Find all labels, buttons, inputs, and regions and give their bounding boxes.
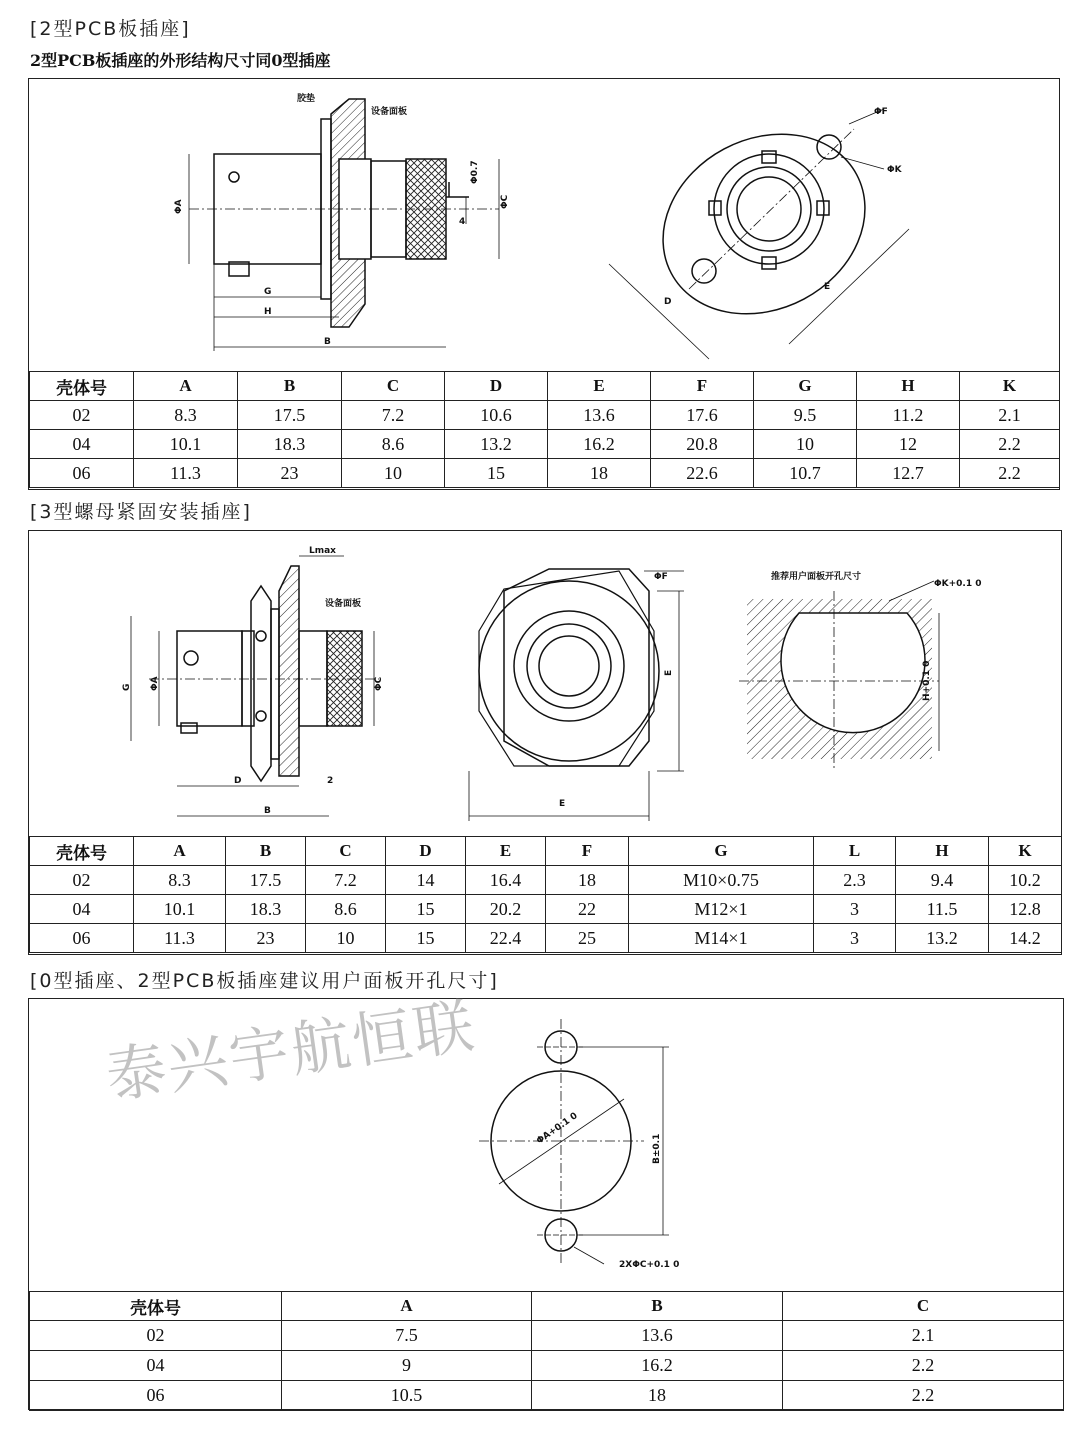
table-row bbox=[30, 401, 1060, 430]
section-3-spec-table bbox=[29, 836, 1062, 953]
phi-f-label-3: ΦF bbox=[654, 572, 668, 582]
table-cell: 22 bbox=[546, 895, 629, 924]
d-label: D bbox=[664, 297, 672, 307]
table-cell: 22.4 bbox=[466, 924, 546, 953]
g-label-3: G bbox=[122, 683, 132, 691]
table-cell: 10.7 bbox=[754, 459, 857, 488]
table-cell: 10.2 bbox=[989, 866, 1062, 895]
inner-ring bbox=[727, 167, 811, 251]
table-cell: 04 bbox=[30, 1351, 282, 1381]
table-cell: 8.3 bbox=[134, 401, 238, 430]
table-cell: 15 bbox=[386, 895, 466, 924]
table-cell: 13.6 bbox=[532, 1321, 783, 1351]
table-header-row bbox=[30, 1292, 1064, 1321]
header-cell: G bbox=[629, 837, 814, 866]
section-2-heading: [2型PCB板插座] bbox=[30, 18, 191, 40]
locating-pin bbox=[229, 172, 239, 182]
table-cell: 10.5 bbox=[282, 1381, 532, 1411]
table-cell: 2.2 bbox=[960, 459, 1060, 488]
table-cell: 2.2 bbox=[783, 1381, 1064, 1411]
table-row bbox=[30, 459, 1060, 488]
header-cell: F bbox=[651, 372, 754, 401]
table-cell: 3 bbox=[814, 895, 896, 924]
table-cell: 10.1 bbox=[134, 895, 226, 924]
side-view bbox=[189, 99, 499, 351]
panel-section-3 bbox=[279, 566, 299, 776]
table-cell: 13.2 bbox=[896, 924, 989, 953]
table-cell: 14 bbox=[386, 866, 466, 895]
header-cell: C bbox=[783, 1292, 1064, 1321]
header-cell: 壳体号 bbox=[30, 372, 134, 401]
table-cell: 2.3 bbox=[814, 866, 896, 895]
header-cell: E bbox=[466, 837, 546, 866]
table-cell: 12.7 bbox=[857, 459, 960, 488]
table-cell: 10 bbox=[306, 924, 386, 953]
table-row bbox=[30, 1321, 1064, 1351]
table-cell: 20.8 bbox=[651, 430, 754, 459]
table-cell: 2.1 bbox=[783, 1321, 1064, 1351]
table-row bbox=[30, 430, 1060, 459]
table-cell: 9 bbox=[282, 1351, 532, 1381]
table-cell: 16.2 bbox=[532, 1351, 783, 1381]
table-cell: 20.2 bbox=[466, 895, 546, 924]
table-row bbox=[30, 895, 1062, 924]
section-3-drawing-panel bbox=[28, 530, 1062, 955]
lmax-label: Lmax bbox=[309, 546, 336, 556]
b-label: B bbox=[324, 337, 331, 347]
g-label: G bbox=[264, 287, 272, 297]
section-0-heading: [0型插座、2型PCB板插座建议用户面板开孔尺寸] bbox=[30, 970, 499, 992]
section-0-spec-table bbox=[29, 1291, 1064, 1411]
table-cell: 11.3 bbox=[134, 459, 238, 488]
table-cell: 12.8 bbox=[989, 895, 1062, 924]
table-cell: 3 bbox=[814, 924, 896, 953]
table-cell: 7.5 bbox=[282, 1321, 532, 1351]
section-2-subheading: 2型PCB板插座的外形结构尺寸同0型插座 bbox=[30, 51, 331, 70]
header-cell: A bbox=[134, 372, 238, 401]
header-cell: D bbox=[386, 837, 466, 866]
table-cell: 18 bbox=[546, 866, 629, 895]
b-label-3: B bbox=[264, 806, 271, 816]
phi-c-label-3: ΦC bbox=[374, 676, 384, 691]
table-cell: 11.3 bbox=[134, 924, 226, 953]
panel-cutout-view bbox=[739, 581, 939, 771]
panel-label-3: 设备面板 bbox=[325, 599, 362, 609]
table-cell: M10×0.75 bbox=[629, 866, 814, 895]
table-cell: 12 bbox=[857, 430, 960, 459]
d-label-3: D bbox=[234, 776, 242, 786]
two-phi-c-label: 2XΦC+0.1 0 bbox=[619, 1260, 680, 1270]
front-view-3 bbox=[469, 569, 684, 821]
gasket-label: 胶垫 bbox=[297, 94, 316, 104]
h-label: H bbox=[264, 307, 272, 317]
header-cell: L bbox=[814, 837, 896, 866]
header-cell: K bbox=[989, 837, 1062, 866]
table-cell: 7.2 bbox=[306, 866, 386, 895]
phi-07-label: Φ0.7 bbox=[470, 160, 480, 184]
header-cell: B bbox=[532, 1292, 783, 1321]
table-cell: 17.5 bbox=[226, 866, 306, 895]
phi-a-label: ΦA bbox=[174, 199, 184, 214]
table-cell: 2.2 bbox=[960, 430, 1060, 459]
e-label: E bbox=[824, 282, 831, 292]
table-cell: 04 bbox=[30, 430, 134, 459]
table-cell: 8.6 bbox=[342, 430, 445, 459]
outer-ring bbox=[714, 154, 824, 264]
phi-k-label-3: ΦK+0.1 0 bbox=[934, 579, 982, 589]
table-cell: 18.3 bbox=[238, 430, 342, 459]
phi-k-label: ΦK bbox=[887, 165, 902, 175]
header-cell: H bbox=[896, 837, 989, 866]
table-cell: 2.2 bbox=[783, 1351, 1064, 1381]
table-cell: 10.6 bbox=[445, 401, 548, 430]
table-cell: 10 bbox=[754, 430, 857, 459]
table-cell: 06 bbox=[30, 924, 134, 953]
section-2-spec-table bbox=[29, 371, 1060, 488]
table-header-row bbox=[30, 372, 1060, 401]
header-cell: D bbox=[445, 372, 548, 401]
header-cell: A bbox=[282, 1292, 532, 1321]
b-tolerance-label: B±0.1 bbox=[652, 1133, 662, 1164]
table-cell: 10.1 bbox=[134, 430, 238, 459]
header-cell: 壳体号 bbox=[30, 837, 134, 866]
four-label: 4 bbox=[459, 217, 466, 227]
header-cell: G bbox=[754, 372, 857, 401]
h-label-3: H+0.1 0 bbox=[922, 660, 932, 701]
table-cell: 02 bbox=[30, 1321, 282, 1351]
mount-hole-bottom bbox=[692, 259, 716, 283]
table-cell: 8.6 bbox=[306, 895, 386, 924]
table-cell: 14.2 bbox=[989, 924, 1062, 953]
table-row bbox=[30, 1381, 1064, 1411]
table-cell: 18 bbox=[532, 1381, 783, 1411]
front-view bbox=[609, 100, 909, 359]
e-label-3-vertical: E bbox=[664, 669, 674, 676]
side-view-3 bbox=[131, 556, 379, 816]
knurled-nut-3 bbox=[327, 631, 362, 726]
table-cell: 04 bbox=[30, 895, 134, 924]
table-cell: 06 bbox=[30, 459, 134, 488]
table-cell: 23 bbox=[226, 924, 306, 953]
phi-a-label-3: ΦA bbox=[150, 676, 160, 691]
table-cell: 10 bbox=[342, 459, 445, 488]
phi-f-label: ΦF bbox=[874, 107, 888, 117]
table-cell: 9.5 bbox=[754, 401, 857, 430]
table-cell: M12×1 bbox=[629, 895, 814, 924]
table-cell: 16.2 bbox=[548, 430, 651, 459]
panel-label: 设备面板 bbox=[371, 107, 408, 117]
two-label: 2 bbox=[327, 776, 334, 786]
section-2-drawing-panel bbox=[28, 78, 1060, 490]
table-cell: 23 bbox=[238, 459, 342, 488]
table-cell: 9.4 bbox=[896, 866, 989, 895]
table-row bbox=[30, 1351, 1064, 1381]
nut-socket-drawing bbox=[29, 531, 1063, 836]
table-cell: 25 bbox=[546, 924, 629, 953]
header-cell: K bbox=[960, 372, 1060, 401]
table-cell: 2.1 bbox=[960, 401, 1060, 430]
recommend-cutout-label: 推荐用户面板开孔尺寸 bbox=[771, 572, 862, 582]
header-cell: B bbox=[226, 837, 306, 866]
pcb-socket-drawing bbox=[29, 79, 1061, 379]
table-cell: 15 bbox=[386, 924, 466, 953]
table-header-row bbox=[30, 837, 1062, 866]
table-cell: 7.2 bbox=[342, 401, 445, 430]
header-cell: E bbox=[548, 372, 651, 401]
header-cell: H bbox=[857, 372, 960, 401]
table-cell: M14×1 bbox=[629, 924, 814, 953]
header-cell: C bbox=[342, 372, 445, 401]
watermark: 泰兴宇航恒联 bbox=[101, 991, 480, 1113]
flange-circle bbox=[479, 581, 659, 761]
table-cell: 02 bbox=[30, 866, 134, 895]
table-cell: 18 bbox=[548, 459, 651, 488]
table-row bbox=[30, 866, 1062, 895]
table-cell: 8.3 bbox=[134, 866, 226, 895]
hex-flange bbox=[504, 569, 649, 766]
table-cell: 13.2 bbox=[445, 430, 548, 459]
header-cell: C bbox=[306, 837, 386, 866]
table-cell: 06 bbox=[30, 1381, 282, 1411]
table-cell: 18.3 bbox=[226, 895, 306, 924]
header-cell: B bbox=[238, 372, 342, 401]
e-label-3: E bbox=[559, 799, 566, 809]
header-cell: F bbox=[546, 837, 629, 866]
table-cell: 17.5 bbox=[238, 401, 342, 430]
table-cell: 02 bbox=[30, 401, 134, 430]
table-row bbox=[30, 924, 1062, 953]
socket-body-3 bbox=[177, 631, 242, 726]
section-3-heading: [3型螺母紧固安装插座] bbox=[30, 501, 252, 523]
table-cell: 11.5 bbox=[896, 895, 989, 924]
table-cell: 17.6 bbox=[651, 401, 754, 430]
phi-c-label: ΦC bbox=[500, 194, 510, 209]
table-cell: 13.6 bbox=[548, 401, 651, 430]
table-cell: 15 bbox=[445, 459, 548, 488]
table-cell: 22.6 bbox=[651, 459, 754, 488]
table-cell: 11.2 bbox=[857, 401, 960, 430]
header-cell: A bbox=[134, 837, 226, 866]
flange-outline bbox=[631, 100, 896, 349]
header-cell: 壳体号 bbox=[30, 1292, 282, 1321]
phi-a-cutout-label: ΦA+0.1 0 bbox=[534, 1111, 580, 1147]
table-cell: 16.4 bbox=[466, 866, 546, 895]
